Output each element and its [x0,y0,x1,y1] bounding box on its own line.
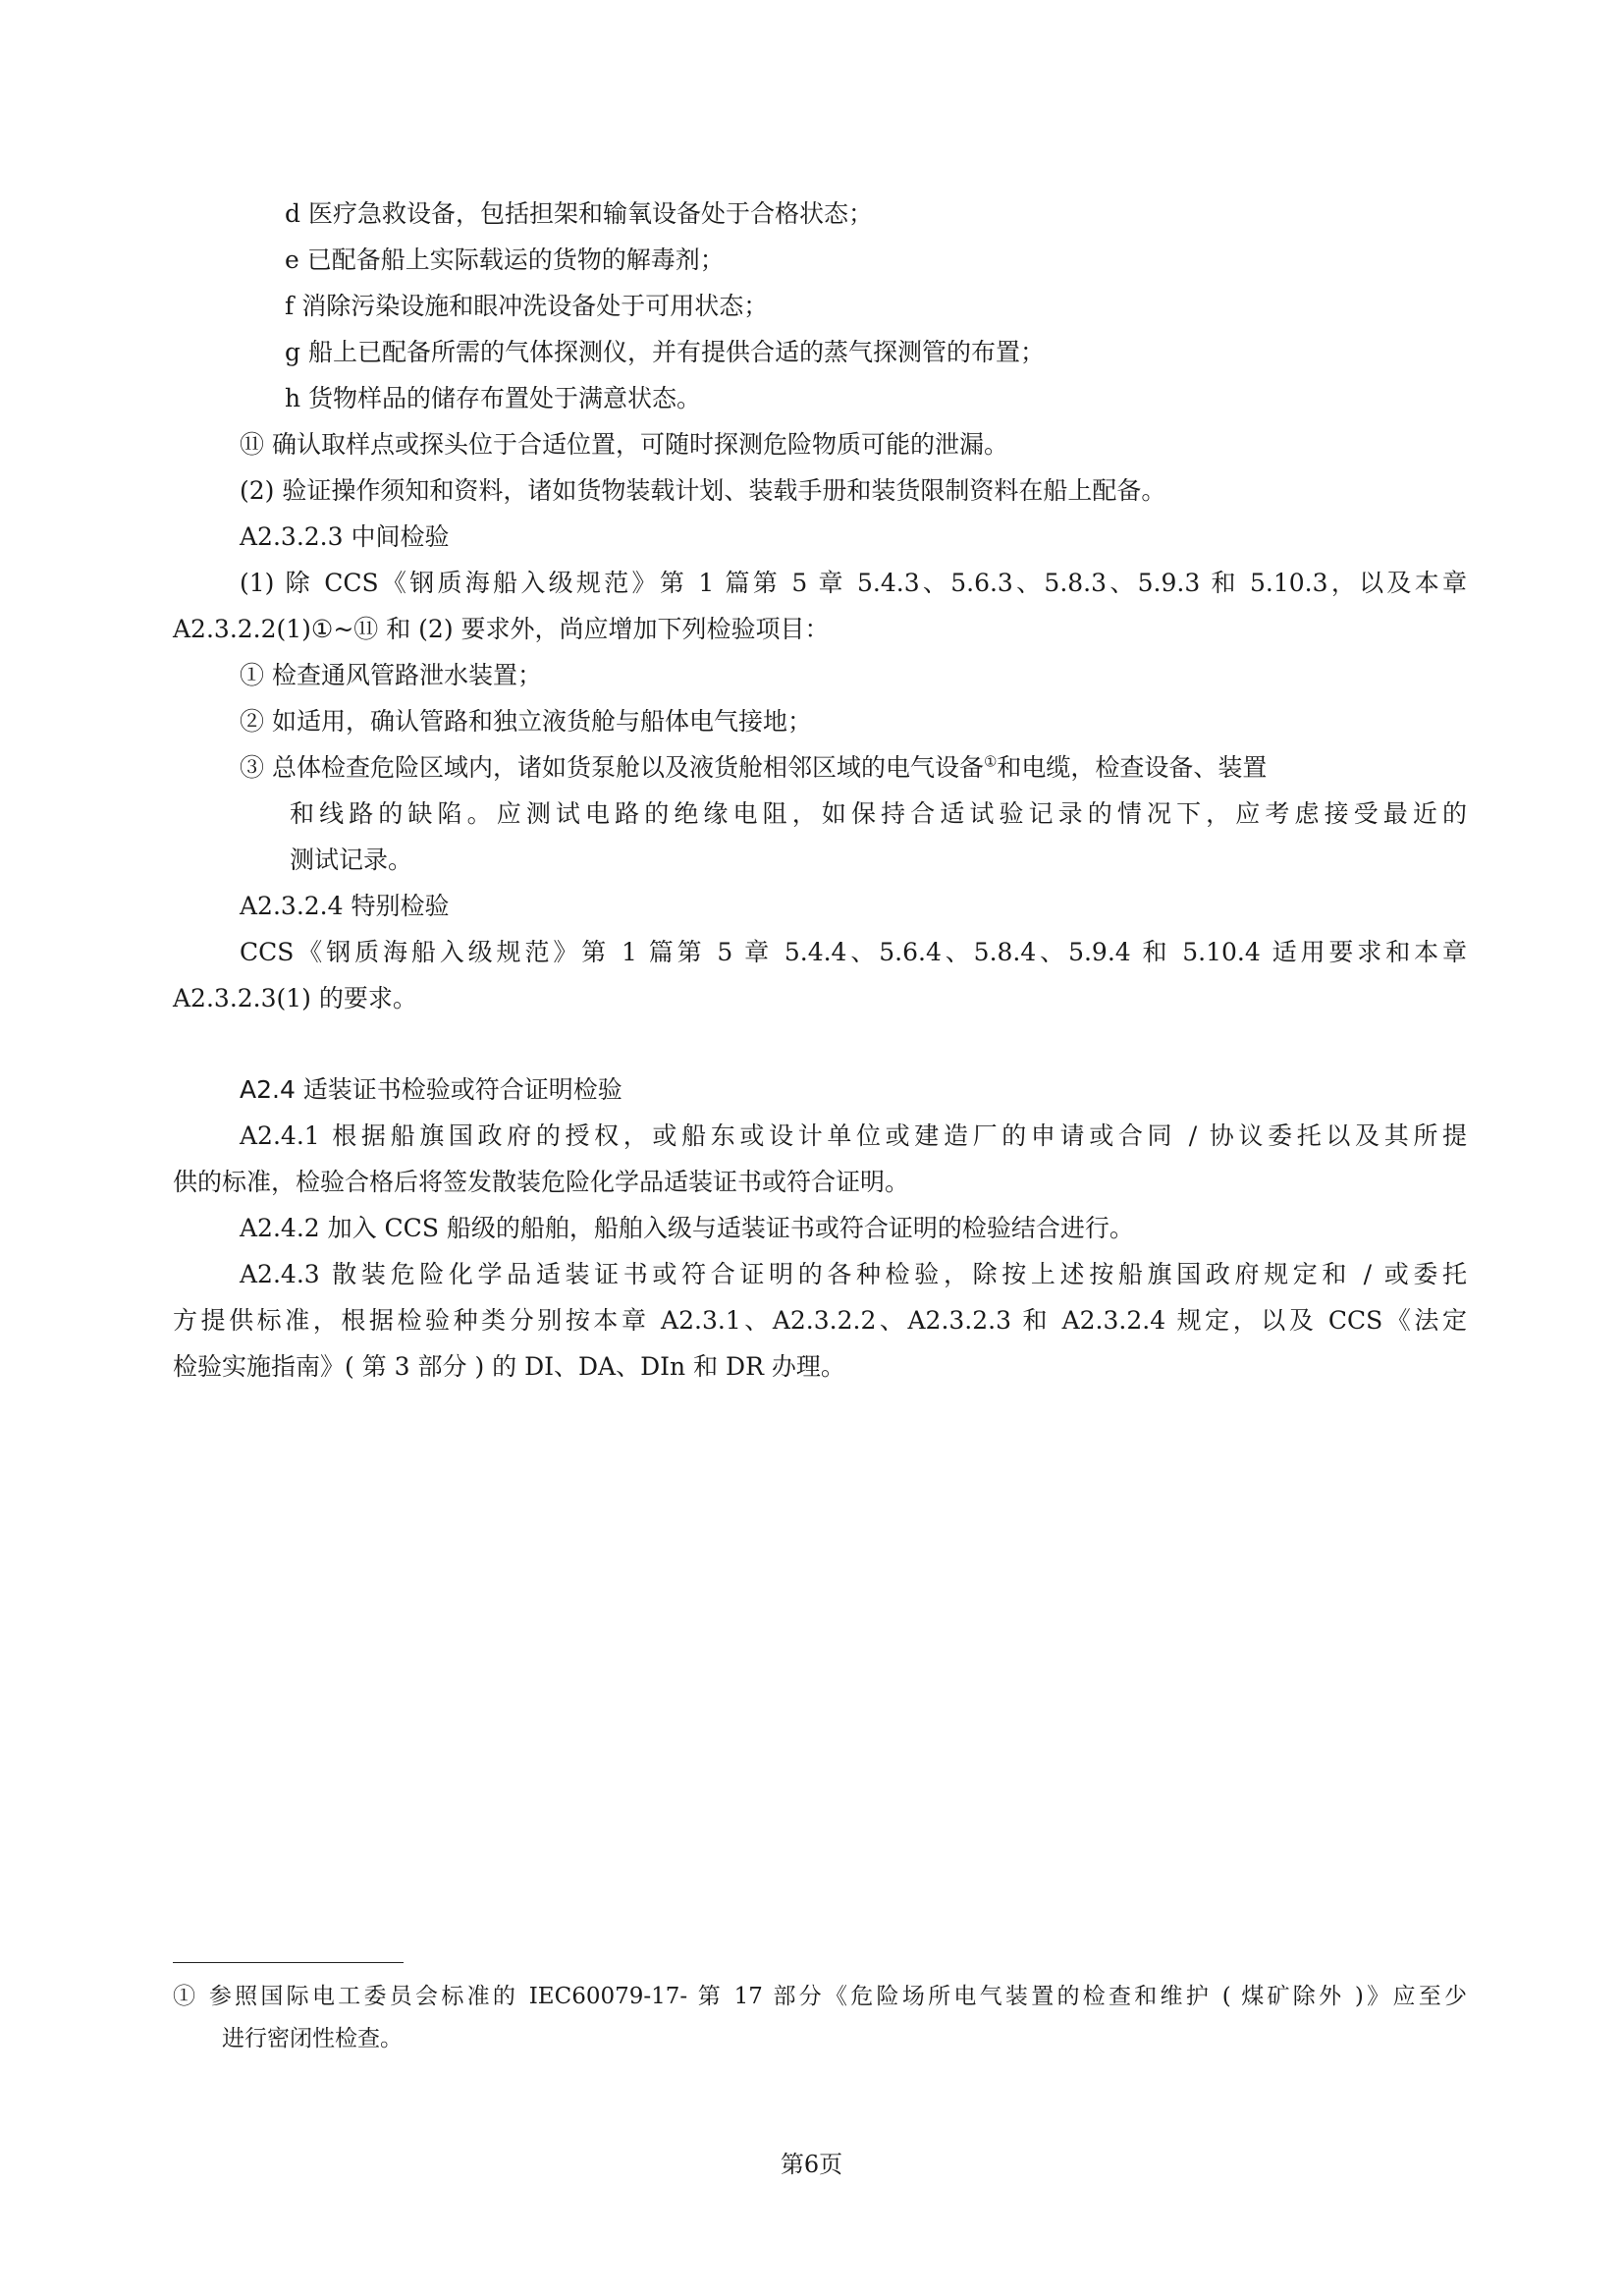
footnote-line-1: ① 参照国际电工委员会标准的 IEC60079-17- 第 17 部分《危险场所电气装置的检查和维护 ( 煤矿除外 )》应至少 [173,1984,1467,2009]
section-heading-a24: A2.4 适装证书检验或符合证明检验 [240,1075,622,1104]
list-item-3-text-b: 和电缆，检查设备、装置 [997,753,1268,782]
paragraph-2-line-1: CCS《钢质海船入级规范》第 1 篇第 5 章 5.4.4、5.6.4、5.8.4、5.9.4 和 5.10.4 适用要求和本章 [240,938,1467,966]
list-item-1: ① 检查通风管路泄水装置； [240,661,542,689]
footnote-separator [173,1962,404,1963]
page-number: 第6页 [780,2151,843,2178]
section-heading-a2324: A2.3.2.4 特别检验 [240,892,450,920]
a243-line-2: 方提供标准，根据检验种类分别按本章 A2.3.1、A2.3.2.2、A2.3.2.3 和 A2.3.2.4 规定，以及 CCS《法定 [173,1306,1467,1335]
list-item-d: d 医疗急救设备，包括担架和输氧设备处于合格状态； [285,199,873,228]
footnote-line-2: 进行密闭性检查。 [222,2026,403,2051]
section-heading-a2323: A2.3.2.3 中间检验 [240,522,450,551]
list-item-3-text-a: ③ 总体检查危险区域内，诸如货泵舱以及液货舱相邻区域的电气设备 [240,753,984,782]
list-item-3-line-1 [0,751,1623,785]
a241-line-2: 供的标准，检验合格后将签发散装危险化学品适装证书或符合证明。 [173,1168,910,1196]
footnote-ref: ① [983,752,998,771]
list-item-h: h 货物样品的储存布置处于满意状态。 [285,384,702,412]
paragraph-1-line-2: A2.3.2.2(1)①~⑪ 和 (2) 要求外，尚应增加下列检验项目： [173,615,830,643]
a243-line-3: 检验实施指南》( 第 3 部分 ) 的 DI、DA、DIn 和 DR 办理。 [173,1352,845,1381]
paragraph-1-line-1: (1) 除 CCS《钢质海船入级规范》第 1 篇第 5 章 5.4.3、5.6.3、5.8.3、5.9.3 和 5.10.3，以及本章 [240,569,1467,597]
list-item-11: ⑪ 确认取样点或探头位于合适位置，可随时探测危险物质可能的泄漏。 [240,430,1008,459]
paragraph-2-line-2: A2.3.2.3(1) 的要求。 [173,984,417,1012]
list-item-3-line-3: 测试记录。 [290,846,413,874]
list-item-f: f 消除污染设施和眼冲洗设备处于可用状态； [285,292,769,320]
list-item-g: g 船上已配备所需的气体探测仪，并有提供合适的蒸气探测管的布置； [285,338,1045,366]
list-item-2: ② 如适用，确认管路和独立液货舱与船体电气接地； [240,707,812,736]
a241-line-1: A2.4.1 根据船旗国政府的授权，或船东或设计单位或建造厂的申请或合同 / 协议委托以及其所提 [240,1121,1467,1150]
list-item-e: e 已配备船上实际载运的货物的解毒剂； [285,246,725,274]
paragraph-2: (2) 验证操作须知和资料，诸如货物装载计划、装载手册和装货限制资料在船上配备。 [240,476,1166,505]
a243-line-1: A2.4.3 散装危险化学品适装证书或符合证明的各种检验，除按上述按船旗国政府规定和 / 或委托 [240,1260,1467,1288]
list-item-3-line-2: 和线路的缺陷。应测试电路的绝缘电阻，如保持合适试验记录的情况下，应考虑接受最近的 [290,799,1467,828]
a242-paragraph: A2.4.2 加入 CCS 船级的船舶，船舶入级与适装证书或符合证明的检验结合进行。 [240,1214,1134,1242]
